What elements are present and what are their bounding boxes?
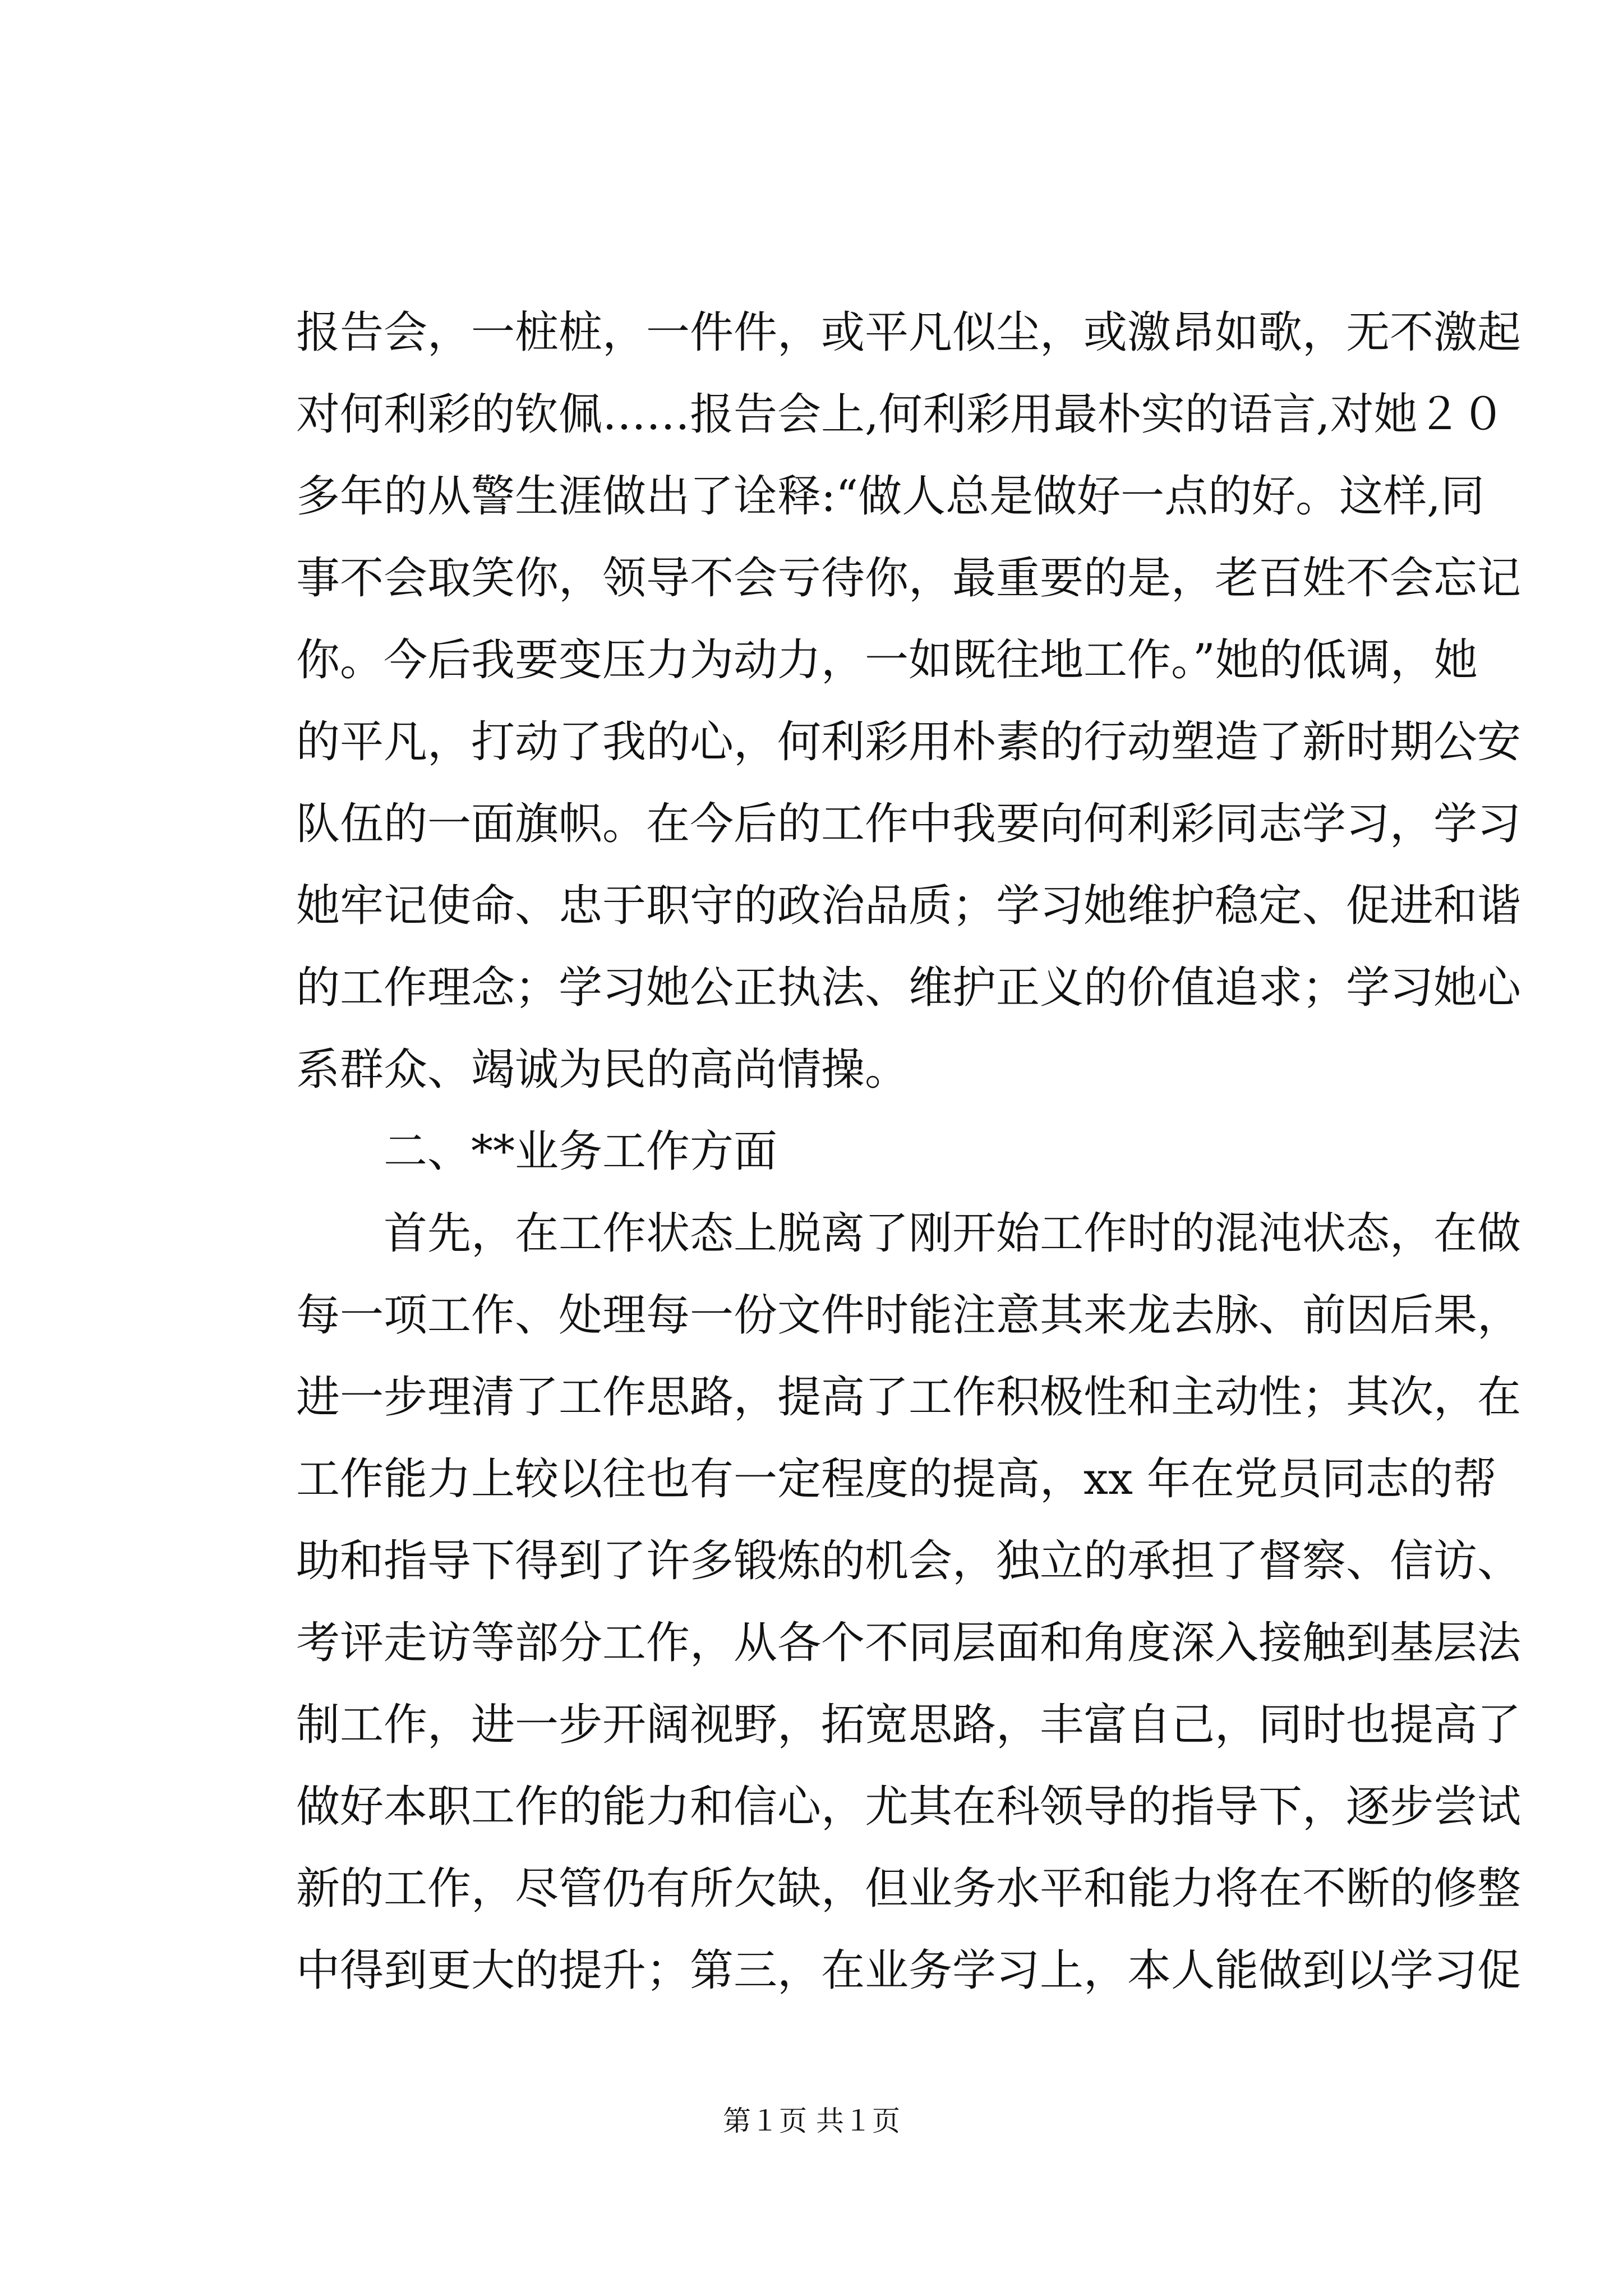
text-line: 考评走访等部分工作，从各个不同层面和角度深入接触到基层法 [296,1618,1521,1668]
text-line: 她牢记使命、忠于职守的政治品质；学习她维护稳定、促进和谐 [296,881,1521,931]
text-line: 对何利彩的钦佩……报告会上,何利彩用最朴实的语言,对她２０ [296,389,1505,440]
document-body [296,292,1521,2012]
text-line: 进一步理清了工作思路，提高了工作积极性和主动性；其次，在 [296,1372,1521,1423]
text-line: 事不会取笑你，领导不会亏待你，最重要的是，老百姓不会忘记 [296,553,1521,604]
text-line: 工作能力上较以往也有一定程度的提高，xx 年在党员同志的帮 [296,1454,1497,1504]
text-line: 的工作理念；学习她公正执法、维护正义的价值追求；学习她心 [296,963,1521,1013]
text-line: 队伍的一面旗帜。在今后的工作中我要向何利彩同志学习，学习 [296,799,1521,849]
text-line: 的平凡，打动了我的心，何利彩用朴素的行动塑造了新时期公安 [296,717,1521,767]
text-line: 中得到更大的提升；第三，在业务学习上，本人能做到以学习促 [296,1945,1521,1996]
text-line: 每一项工作、处理每一份文件时能注意其来龙去脉、前因后果， [296,1290,1521,1341]
text-line: 多年的从警生涯做出了诠释:“做人总是做好一点的好。这样,同 [296,471,1484,522]
text-line: 制工作，进一步开阔视野，拓宽思路，丰富自己，同时也提高了 [296,1700,1521,1750]
text-line: 新的工作，尽管仍有所欠缺，但业务水平和能力将在不断的修整 [296,1864,1521,1914]
text-line: 首先，在工作状态上脱离了刚开始工作时的混沌状态，在做 [384,1208,1521,1259]
text-line: 做好本职工作的能力和信心，尤其在科领导的指导下，逐步尝试 [296,1782,1521,1832]
text-line: 你。今后我要变压力为动力，一如既往地工作。”她的低调，她 [296,635,1478,685]
text-line: 助和指导下得到了许多锻炼的机会，独立的承担了督察、信访、 [296,1536,1521,1586]
text-line: 报告会，一桩桩，一件件，或平凡似尘，或激昂如歌，无不激起 [296,307,1521,358]
section-heading: 二、**业务工作方面 [384,1126,778,1177]
page-footer: 第１页 共１页 [723,2105,900,2137]
text-line: 系群众、竭诚为民的高尚情操。 [296,1045,909,1095]
